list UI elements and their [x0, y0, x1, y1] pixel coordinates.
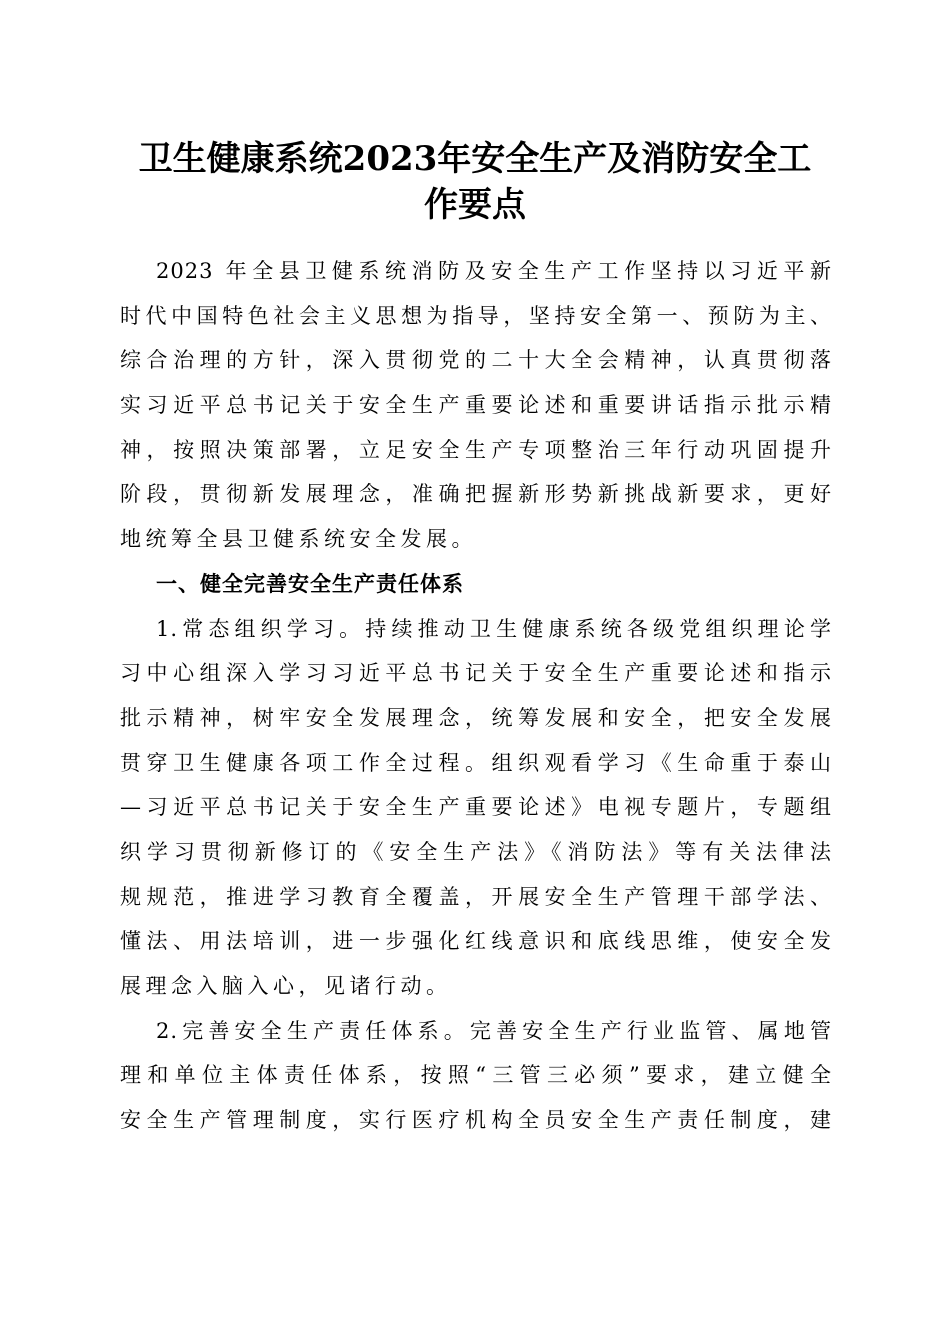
- paragraph-line: 阶段，贯彻新发展理念，准确把握新形势新挑战新要求，更好: [120, 482, 832, 507]
- document-body: [120, 249, 832, 1143]
- paragraph-line: 实习近平总书记关于安全生产重要论述和重要讲话指示批示精: [120, 393, 832, 418]
- paragraph-line: 2.完善安全生产责任体系。完善安全生产行业监管、属地管: [156, 1018, 832, 1043]
- paragraph-line: 懂法、用法培训，进一步强化红线意识和底线思维，使安全发: [120, 929, 832, 954]
- paragraph-line: 安全生产管理制度，实行医疗机构全员安全生产责任制度，建: [120, 1108, 832, 1133]
- paragraph-line: 贯穿卫生健康各项工作全过程。组织观看学习《生命重于泰山: [120, 750, 832, 775]
- paragraph-line: 展理念入脑入心，见诸行动。: [120, 974, 452, 998]
- paragraph-line: 神，按照决策部署，立足安全生产专项整治三年行动巩固提升: [120, 437, 832, 462]
- paragraph-line: 习中心组深入学习习近平总书记关于安全生产重要论述和指示: [120, 661, 832, 686]
- paragraph-line: 规规范，推进学习教育全覆盖，开展安全生产管理干部学法、: [120, 884, 832, 909]
- title-line-2: 作要点: [424, 185, 526, 225]
- paragraph-line: 地统筹全县卫健系统安全发展。: [120, 527, 477, 552]
- section-heading: 一、健全完善安全生产责任体系: [156, 570, 464, 596]
- paragraph-line: 织学习贯彻新修订的《安全生产法》《消防法》等有关法律法: [120, 839, 832, 864]
- paragraph-line: 综合治理的方针，深入贯彻党的二十大全会精神，认真贯彻落: [120, 348, 832, 373]
- paragraph-line: 1.常态组织学习。持续推动卫生健康系统各级党组织理论学: [156, 616, 832, 641]
- document-title: [100, 136, 850, 228]
- paragraph-line: 批示精神，树牢安全发展理念，统筹发展和安全，把安全发展: [120, 705, 832, 730]
- title-line-1: 卫生健康系统2023年安全生产及消防安全工: [138, 139, 812, 179]
- paragraph-line: 理和单位主体责任体系，按照“三管三必须”要求，建立健全: [120, 1063, 832, 1088]
- paragraph-line: 2023 年全县卫健系统消防及安全生产工作坚持以习近平新: [156, 259, 832, 283]
- paragraph-line: 时代中国特色社会主义思想为指导，坚持安全第一、预防为主、: [120, 303, 832, 328]
- paragraph-line: —习近平总书记关于安全生产重要论述》电视专题片，专题组: [120, 795, 832, 820]
